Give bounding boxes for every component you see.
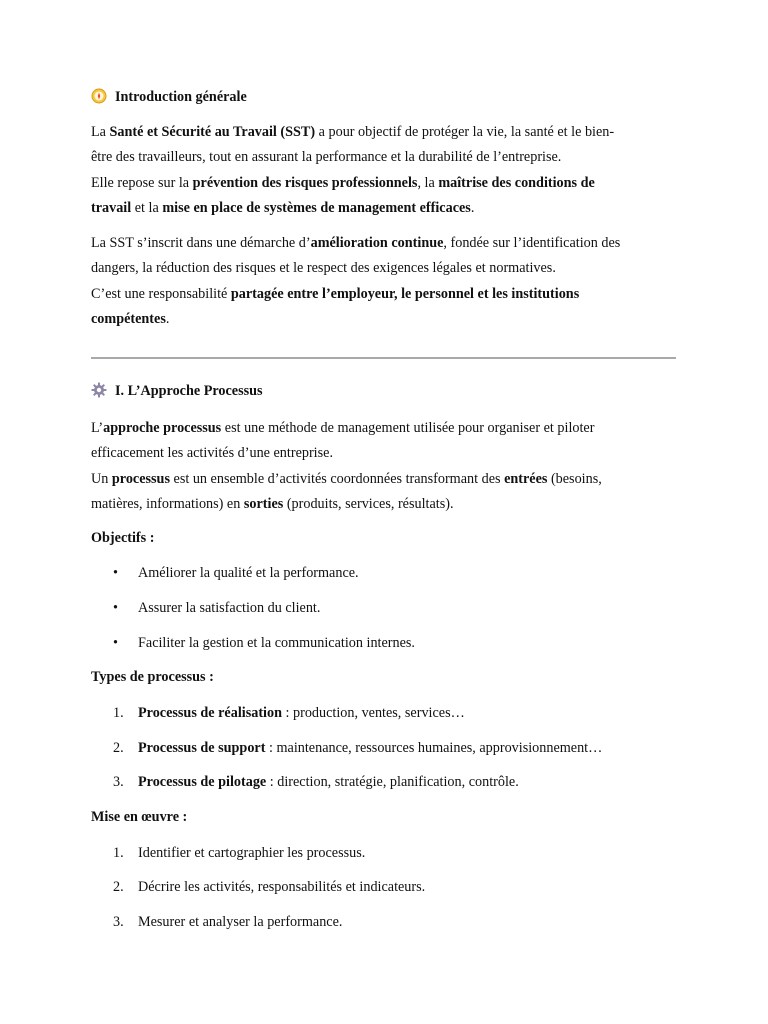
list-item-text: Améliorer la qualité et la performance.: [138, 565, 359, 581]
text: L’: [91, 420, 104, 436]
bold-text: compétentes: [91, 310, 166, 327]
section-1-paragraph: [91, 416, 676, 517]
list-number: 3.: [113, 774, 124, 790]
objectifs-label: Objectifs :: [91, 530, 155, 546]
list-item-text: Identifier et cartographier les processus.: [138, 845, 366, 861]
text-line: [91, 145, 676, 170]
text: La SST s’inscrit dans une démarche d’: [91, 235, 311, 251]
types-label: Types de processus :: [91, 669, 214, 685]
section-1-title: I. L’Approche Processus: [115, 383, 263, 399]
list-number: 1.: [113, 845, 124, 861]
text: Un: [91, 470, 112, 487]
gear-icon: [91, 382, 107, 398]
text: (besoins,: [547, 470, 602, 487]
text: C’est une responsabilité: [91, 285, 231, 302]
text: , la: [417, 174, 439, 191]
list-item-text: : maintenance, ressources humaines, approvisionnement…: [265, 740, 603, 756]
list-item-term: Processus de réalisation: [138, 705, 282, 721]
text: , fondée sur l’identification des: [443, 235, 621, 251]
text-line: [91, 171, 676, 196]
text: est une méthode de management utilisée pour organiser et piloter: [221, 420, 595, 436]
bold-text: processus: [111, 470, 170, 487]
text: La: [91, 124, 110, 140]
text-line: [91, 231, 676, 256]
bold-text: amélioration continue: [310, 235, 444, 251]
bullet: •: [113, 600, 118, 616]
list-item-text: Faciliter la gestion et la communication internes.: [138, 635, 415, 651]
text-line: [91, 441, 676, 466]
text: dangers, la réduction des risques et le respect des exigences légales et normatives.: [91, 260, 556, 277]
intro-title: Introduction générale: [115, 89, 247, 105]
section-1-heading: [91, 382, 263, 400]
text-line: [91, 196, 676, 221]
text-line: [91, 256, 676, 281]
text: (produits, services, résultats).: [283, 495, 454, 512]
list-item-text: : direction, stratégie, planification, contrôle.: [266, 774, 519, 790]
list-item-term: Processus de pilotage: [138, 774, 267, 790]
bold-text: mise en place de systèmes de management efficaces: [162, 199, 471, 216]
bold-text: travail: [91, 199, 132, 216]
bold-text: maîtrise des conditions de: [438, 174, 595, 191]
intro-paragraph-1: [91, 120, 676, 221]
bold-text: approche processus: [103, 420, 222, 436]
text-line: [91, 120, 676, 145]
section-divider: [91, 357, 676, 359]
text: et la: [131, 199, 163, 216]
list-number: 1.: [113, 705, 124, 721]
list-item-text: Assurer la satisfaction du client.: [138, 600, 321, 616]
list-item-text: Mesurer et analyser la performance.: [138, 914, 343, 930]
text: .: [470, 199, 475, 216]
bold-text: partagée entre l’employeur, le personnel et les institutions: [230, 285, 580, 302]
text-line: [91, 492, 676, 517]
list-item-term: Processus de support: [138, 740, 266, 756]
text-line: [91, 467, 676, 492]
list-number: 3.: [113, 914, 124, 930]
bullet: •: [113, 565, 118, 581]
text: efficacement les activités d’une entreprise.: [91, 445, 333, 462]
intro-heading: [91, 88, 247, 106]
compass-icon: [91, 88, 107, 104]
bold-text: entrées: [504, 470, 548, 487]
list-item-text: : production, ventes, services…: [281, 705, 465, 721]
text: est un ensemble d’activités coordonnées transformant des: [169, 470, 505, 487]
list-number: 2.: [113, 740, 124, 756]
intro-paragraph-2: [91, 231, 676, 332]
text-line: [91, 307, 676, 332]
text: être des travailleurs, tout en assurant la performance et la durabilité de l’entreprise.: [91, 149, 562, 166]
text: .: [165, 310, 170, 327]
mise-en-oeuvre-label: Mise en œuvre :: [91, 809, 188, 825]
text-line: [91, 416, 676, 441]
text: Elle repose sur la: [91, 174, 193, 191]
bold-text: Santé et Sécurité au Travail (SST): [109, 124, 316, 140]
list-number: 2.: [113, 879, 124, 895]
text: matières, informations) en: [91, 495, 244, 512]
bold-text: sorties: [243, 495, 284, 512]
list-item-text: Décrire les activités, responsabilités et indicateurs.: [138, 879, 426, 895]
bullet: •: [113, 635, 118, 651]
bold-text: prévention des risques professionnels: [192, 174, 418, 191]
text: a pour objectif de protéger la vie, la santé et le bien-: [315, 124, 615, 140]
text-line: [91, 282, 676, 307]
